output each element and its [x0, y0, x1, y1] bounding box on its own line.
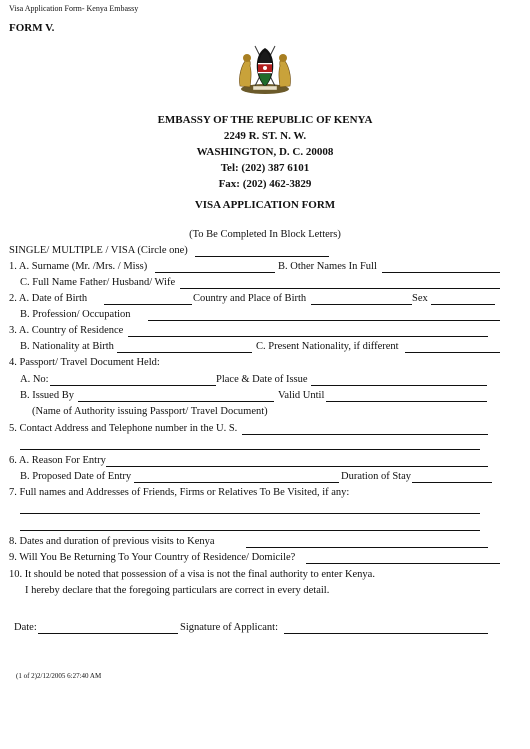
place-of-birth-label: Country and Place of Birth: [193, 293, 307, 304]
issued-by-field[interactable]: [78, 401, 274, 402]
other-names-label: B. Other Names In Full: [278, 261, 377, 272]
block-letters-instruction: (To Be Completed In Block Letters): [189, 229, 341, 240]
sex-label: Sex: [412, 293, 428, 304]
contact-address-field-line-2[interactable]: [20, 449, 480, 450]
date-field[interactable]: [38, 633, 178, 634]
surname-label: 1. A. Surname (Mr. /Mrs. / Miss): [9, 261, 148, 272]
sex-field[interactable]: [431, 304, 495, 305]
reason-for-entry-field[interactable]: [106, 466, 488, 467]
other-names-field[interactable]: [382, 272, 500, 273]
country-of-residence-label: 3. A. Country of Residence: [9, 325, 124, 336]
valid-until-field[interactable]: [326, 401, 487, 402]
contact-address-label: 5. Contact Address and Telephone number in the U. S.: [9, 423, 238, 434]
visa-type-field[interactable]: [195, 256, 329, 257]
visa-authority-notice: 10. It should be noted that possession of a visa is not the final authority to enter Kenya.: [9, 569, 375, 580]
nationality-at-birth-label: B. Nationality at Birth: [20, 341, 114, 352]
place-date-of-issue-label: Place & Date of Issue: [216, 374, 308, 385]
contacts-to-visit-field-line-2[interactable]: [20, 530, 480, 531]
parent-spouse-name-label: C. Full Name Father/ Husband/ Wife: [20, 277, 176, 288]
reason-for-entry-label: 6. A. Reason For Entry: [9, 455, 106, 466]
issued-by-label: B. Issued By: [20, 390, 74, 401]
form-label: FORM V.: [9, 22, 55, 34]
valid-until-label: Valid Until: [278, 390, 325, 401]
nationality-at-birth-field[interactable]: [117, 352, 252, 353]
previous-visits-field[interactable]: [246, 547, 488, 548]
visa-type-label: SINGLE/ MULTIPLE / VISA (Circle one): [9, 245, 188, 256]
date-of-birth-label: 2. A. Date of Birth: [9, 293, 88, 304]
proposed-entry-date-field[interactable]: [134, 482, 339, 483]
passport-number-field[interactable]: [50, 385, 216, 386]
present-nationality-field[interactable]: [405, 352, 500, 353]
page-footer: (1 of 2)2/12/2005 6:27:40 AM: [16, 672, 102, 680]
embassy-street: 2249 R. ST. N. W.: [223, 130, 307, 142]
declaration-text: I hereby declare that the foregoing particulars are correct in every detail.: [25, 585, 330, 596]
contacts-to-visit-label: 7. Full names and Addresses of Friends, Firms or Relatives To Be Visited, if any:: [9, 487, 350, 498]
embassy-city: WASHINGTON, D. C. 20008: [196, 146, 334, 158]
contact-address-field[interactable]: [242, 434, 488, 435]
duration-of-stay-label: Duration of Stay: [341, 471, 411, 482]
returning-question-label: 9. Will You Be Returning To Your Country of Residence/ Domicile?: [9, 552, 296, 563]
country-of-residence-field[interactable]: [128, 336, 488, 337]
proposed-entry-date-label: B. Proposed Date of Entry: [20, 471, 132, 482]
duration-of-stay-field[interactable]: [412, 482, 492, 483]
parent-spouse-name-field[interactable]: [180, 288, 500, 289]
profession-field[interactable]: [148, 320, 500, 321]
passport-number-label: A. No:: [20, 374, 49, 385]
present-nationality-label: C. Present Nationality, if different: [256, 341, 399, 352]
date-of-birth-field[interactable]: [104, 304, 192, 305]
date-label: Date:: [14, 622, 37, 633]
surname-field[interactable]: [155, 272, 275, 273]
page-header: Visa Application Form- Kenya Embassy: [9, 4, 139, 13]
signature-field[interactable]: [284, 633, 488, 634]
contacts-to-visit-field-line-1[interactable]: [20, 513, 480, 514]
kenya-coat-of-arms-icon: [236, 40, 294, 95]
embassy-tel: Tel: (202) 387 6101: [220, 162, 310, 174]
profession-label: B. Profession/ Occupation: [20, 309, 131, 320]
place-of-birth-field[interactable]: [311, 304, 412, 305]
passport-heading: 4. Passport/ Travel Document Held:: [9, 357, 160, 368]
place-date-of-issue-field[interactable]: [311, 385, 487, 386]
previous-visits-label: 8. Dates and duration of previous visits to Kenya: [9, 536, 215, 547]
embassy-fax: Fax: (202) 462-3829: [218, 178, 312, 190]
issuing-authority-note: (Name of Authority issuing Passport/ Travel Document): [32, 406, 268, 417]
signature-label: Signature of Applicant:: [180, 622, 278, 633]
embassy-name: EMBASSY OF THE REPUBLIC OF KENYA: [157, 114, 373, 126]
form-title: VISA APPLICATION FORM: [194, 199, 336, 211]
returning-answer-field[interactable]: [306, 563, 500, 564]
